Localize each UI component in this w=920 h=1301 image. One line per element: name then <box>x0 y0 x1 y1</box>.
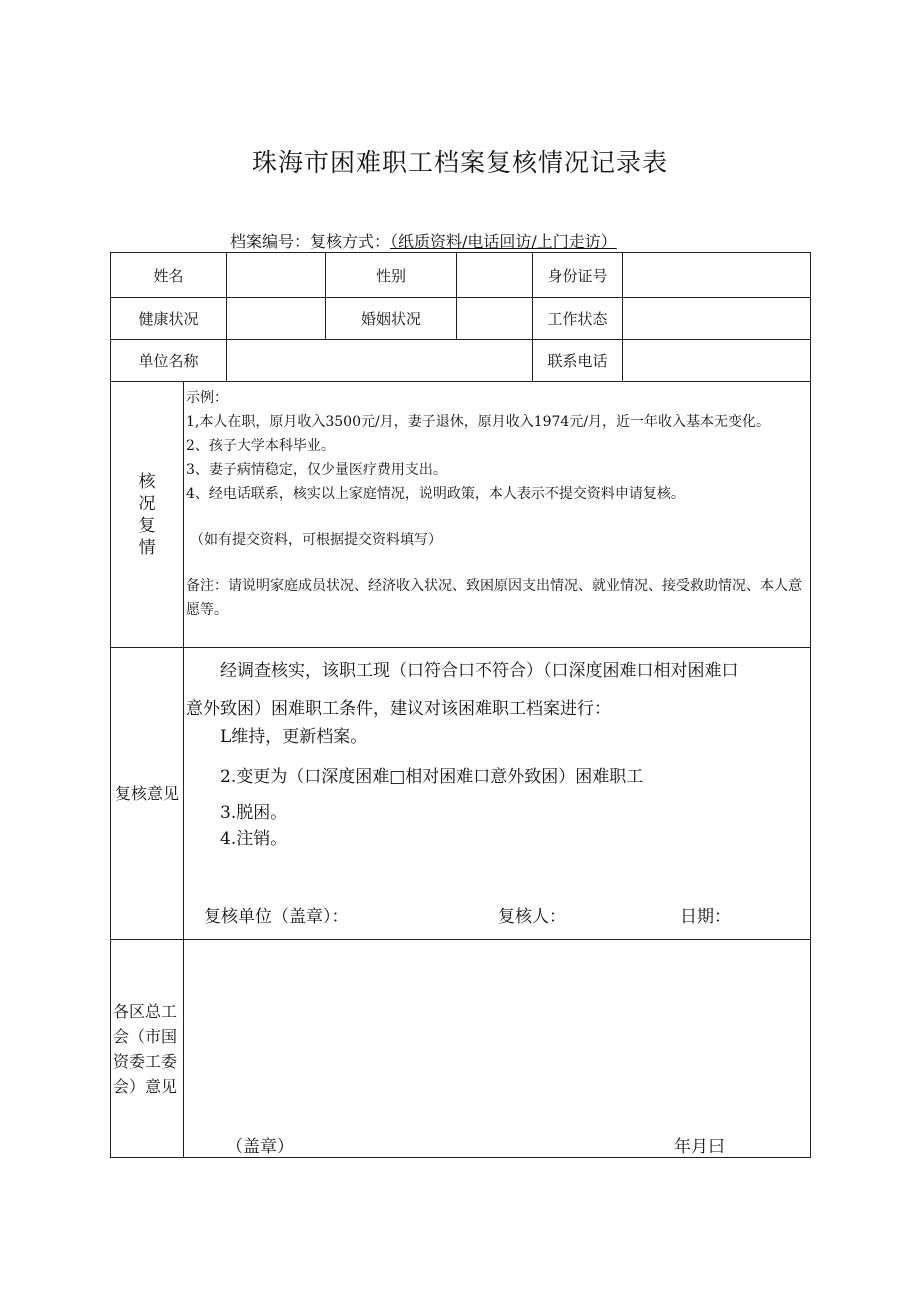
row-health <box>111 298 811 340</box>
row-opinion <box>111 648 811 940</box>
unit-field[interactable] <box>227 340 533 382</box>
gender-label: 性别 <box>326 253 457 298</box>
verification-label-char: 况 <box>138 493 156 514</box>
opinion-option-cancel: 4.注销。 <box>220 829 288 849</box>
opinion-option-exit: 3.脱困。 <box>220 803 288 823</box>
page-title: 珠海市困难职工档案复核情况记录表 <box>251 148 668 177</box>
opinion-content[interactable] <box>184 648 811 940</box>
name-field[interactable] <box>227 253 326 298</box>
health-label: 健康状况 <box>111 298 227 340</box>
id-number-field[interactable] <box>623 253 811 298</box>
work-status-label: 工作状态 <box>533 298 623 340</box>
example-line-1: 1,本人在职，原月收入3500元/月，妻子退休，原月收入1974元/月，近一年收入基本无变化。 <box>186 414 771 430</box>
id-number-label: 身份证号 <box>533 253 623 298</box>
phone-label: 联系电话 <box>533 340 623 382</box>
example-title: 示例： <box>186 390 228 406</box>
row-unit <box>111 340 811 382</box>
example-line-2: 2、孩子大学本科毕业。 <box>186 438 335 454</box>
district-opinion-content[interactable] <box>184 940 811 1158</box>
reviewer-signature: 复核人： <box>498 907 566 927</box>
marriage-label: 婚姻状况 <box>326 298 457 340</box>
name-label: 姓名 <box>111 253 227 298</box>
opinion-label: 复核意见 <box>111 648 184 940</box>
verification-label-char: 复 <box>138 515 156 536</box>
subhead-prefix: 档案编号：复核方式： <box>230 232 391 251</box>
review-unit-signature: 复核单位（盖章）： <box>204 907 349 927</box>
district-opinion-label: 各区总工会（市国资委工委会）意见 <box>111 940 184 1158</box>
opinion-line-1: 经调查核实，该职工现（口符合口不符合）（口深度困难口相对困难口 <box>220 661 739 681</box>
unit-label: 单位名称 <box>111 340 227 382</box>
work-status-field[interactable] <box>623 298 811 340</box>
example-line-3: 3、妻子病情稳定，仅少量医疗费用支出。 <box>186 462 447 478</box>
subheading <box>230 229 617 252</box>
example-note: （如有提交资料，可根据提交资料填写） <box>190 532 442 548</box>
verification-content[interactable] <box>184 382 811 648</box>
row-name <box>111 253 811 298</box>
opinion-line-2: 意外致困）困难职工条件，建议对该困难职工档案进行： <box>186 699 611 719</box>
record-form-table <box>110 252 811 1158</box>
opinion-option-change: 2.变更为（口深度困难□相对困难口意外致困）困难职工 <box>220 767 644 787</box>
verification-label-char: 情 <box>138 537 156 558</box>
district-date: 年月曰 <box>674 1137 725 1157</box>
gender-field[interactable] <box>457 253 533 298</box>
verification-label <box>111 382 184 648</box>
example-remark: 备注：请说明家庭成员状况、经济收入状况、致困原因支出情况、就业情况、接受救助情况、本人意愿等。 <box>186 578 802 618</box>
row-district-opinion <box>111 940 811 1158</box>
example-line-4: 4、经电话联系，核实以上家庭情况，说明政策，本人表示不提交资料申请复核。 <box>186 486 685 502</box>
health-field[interactable] <box>227 298 326 340</box>
row-verification <box>111 382 811 648</box>
phone-field[interactable] <box>623 340 811 382</box>
review-date: 日期： <box>680 907 731 927</box>
opinion-option-maintain: L维持，更新档案。 <box>220 727 368 747</box>
verification-label-char: 核 <box>138 471 156 492</box>
review-methods: （纸质资料/电话回访/上门走访） <box>390 232 617 251</box>
marriage-field[interactable] <box>457 298 533 340</box>
district-stamp: （盖章） <box>226 1137 294 1157</box>
